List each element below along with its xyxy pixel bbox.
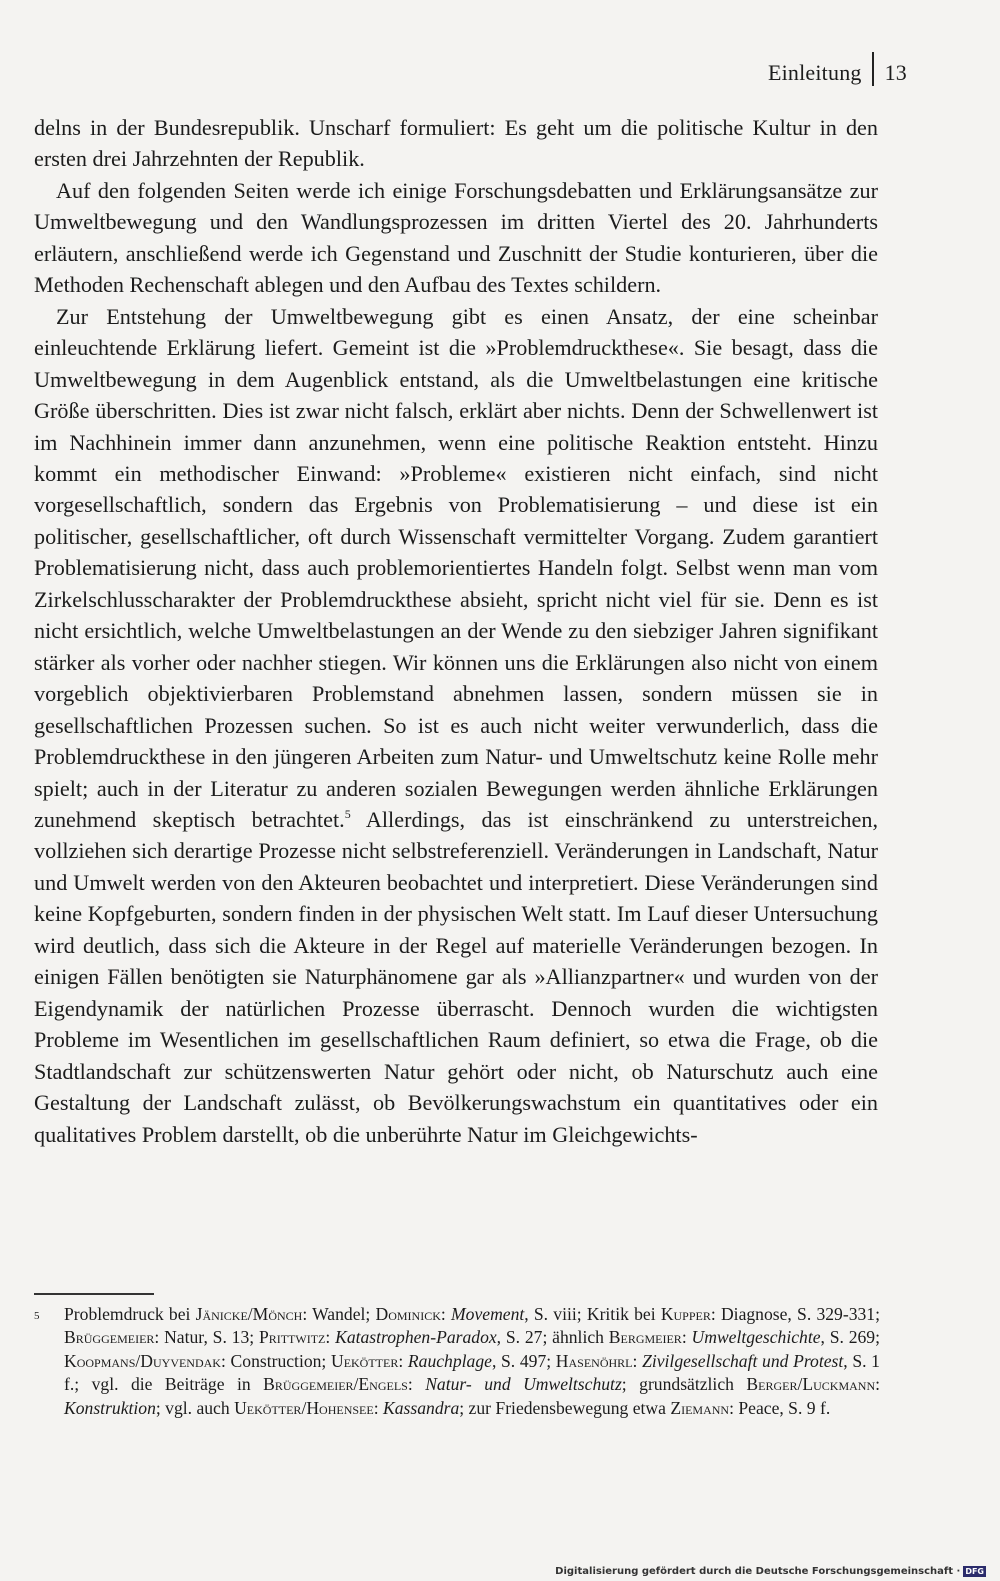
footnote-segment: ; grundsätzlich (621, 1374, 747, 1395)
footnote-segment: Hasenöhrl (555, 1350, 633, 1371)
footnote-segment: : Diagnose, S. 329-331; (710, 1304, 880, 1324)
footnote-segment: Natur- und Umweltschutz (425, 1374, 622, 1395)
footnote-segment: Zivilgesellschaft und Protest (642, 1350, 844, 1371)
main-text (34, 112, 878, 1150)
footnote-segment: Koopmans/Duyvendak (64, 1350, 221, 1371)
footnote-segment: : Wandel; (302, 1304, 376, 1324)
footnote-segment: Bergmeier (608, 1327, 682, 1348)
footnote-segment: : (681, 1327, 692, 1348)
running-header (768, 56, 907, 90)
footnote-segment: : (632, 1350, 643, 1371)
footnote-segment: Uekötter (330, 1350, 399, 1371)
page-number: 13 (884, 60, 907, 85)
footnote-segment: : (440, 1304, 451, 1324)
footnote-segment: , S. 497; (491, 1350, 556, 1371)
footnote-segment: Jänicke/Mönch (195, 1304, 303, 1324)
paragraph-3 (34, 301, 878, 1150)
paragraph-2: Auf den folgenden Seiten werde ich einige Forschungsdebatten und Erklärungsansätze zur Umweltbewegung und den Wandlungsprozessen im dritten Viertel des 20. Jahrhunderts erläutern, anschließend werde ich Gegenstand und Zuschnitt der Studie konturieren, über die Methoden Rechenschaft ablegen und den Aufbau des Textes schildern. (34, 177, 878, 298)
footnote-segment: Brüggemeier (64, 1327, 155, 1348)
footnote-text (64, 1303, 880, 1420)
footnote-segment: ; zur Friedensbewegung etwa (459, 1397, 671, 1418)
footnote-segment: , S. 269; (820, 1327, 880, 1348)
footnote-segment: Kupper (660, 1304, 711, 1324)
section-title: Einleitung (767, 60, 862, 85)
footnote-segment: , S. 27; ähnlich (496, 1327, 609, 1348)
footnote-segment: Prittwitz (258, 1327, 326, 1348)
footnote-segment: : (875, 1374, 881, 1395)
footnote-segment: : (407, 1374, 426, 1395)
footnote-segment: Katastrophen-Paradox (335, 1327, 497, 1348)
footnote-segment: Dominick (375, 1304, 441, 1324)
paragraph-1: delns in der Bundesrepublik. Unscharf formuliert: Es geht um die politische Kultur in den ersten drei Jahrzehnten der Republik. (34, 115, 878, 172)
footnote-segment: : Natur, S. 13; (154, 1327, 259, 1348)
footnote-divider (34, 1293, 154, 1295)
footnote-5 (34, 1303, 880, 1420)
footnote-segment: Kassandra (383, 1397, 460, 1418)
digitization-credit (555, 1566, 986, 1577)
footnote-segment: : Peace, S. 9 f. (729, 1397, 831, 1418)
paragraph-3-continuation: Allerdings, das ist einschränkend zu unterstreichen, vollziehen sich derartige Prozesse nicht selbstreferenziell. Veränderungen in Landschaft, Natur und Umwelt werden von den Akteuren beobachtet und interpretiert. Diese Veränderungen sind keine Kopfgeburten, sondern finden in der physischen Welt statt. Im Lauf dieser Untersuchung wird deutlich, dass sich die Akteure in der Regel auf materielle Veränderungen bezogen. In einigen Fällen benötigten sie Naturphänomene gar als »Allianzpartner« und wurden von der Eigendynamik der natürlichen Prozesse überrascht. Dennoch wurden die wichtigsten Probleme im Wesentlichen im gesellschaftlichen Raum definiert, so etwa die Frage, ob die Stadtlandschaft zur schützenswerten Natur gehört oder nicht, ob Naturschutz auch eine Gestaltung der Landschaft zulässt, ob Bevölkerungswachstum ein quantitatives oder ein qualitatives Problem darstellt, ob die unberührte Natur im Gleichgewichts- (34, 806, 878, 1147)
footnote-segment: : (398, 1350, 408, 1371)
footnote-segment: Berger/Luckmann (746, 1374, 876, 1395)
credit-text: Digitalisierung gefördert durch die Deutsche Forschungsgemeinschaft · (555, 1566, 961, 1577)
header-divider (872, 52, 874, 86)
footnote-segment: Rauchplage (407, 1350, 492, 1371)
footnote-segment: Brüggemeier/Engels (263, 1374, 408, 1395)
footnote-segment: ; vgl. auch (155, 1397, 235, 1418)
footnote-segment: Problemdruck bei (64, 1304, 196, 1324)
footnote-segment: : (325, 1327, 336, 1348)
footnote-marker[interactable]: 5 (344, 806, 351, 821)
footnote-segment: , S. 1 f.; vgl. die Beiträge in (64, 1350, 880, 1395)
footnote-segment: Ziemann (670, 1397, 730, 1418)
footnote-segment: Movement (451, 1304, 525, 1324)
footnote-segment: , S. viii; Kritik bei (524, 1304, 661, 1324)
footnote-number: 5 (34, 1310, 40, 1322)
footnote-segment: Konstruktion (64, 1397, 156, 1418)
footnote-segment: : (373, 1397, 383, 1418)
paragraph-3-text: Zur Entstehung der Umweltbewegung gibt es einen Ansatz, der eine scheinbar einleuchtende Erklärung liefert. Gemeint ist die »Problemdruckthese«. Sie besagt, dass die Umweltbewegung in dem Augenblick entstand, als die Umweltbelastungen eine kritische Größe überschritten. Dies ist zwar nicht falsch, erklärt aber nichts. Denn der Schwellenwert ist im Nachhinein immer dann anzunehmen, wenn eine politische Reaktion entsteht. Hinzu kommt ein methodischer Einwand: »Probleme« existieren nicht einfach, sind nicht vorgesellschaftlich, sondern das Ergebnis von Problematisierung – und diese ist ein politischer, gesellschaftlicher, oft durch Wissenschaft vermittelter Vorgang. Zudem garantiert Problematisierung nicht, dass auch problemorientiertes Handeln folgt. Selbst wenn man vom Zirkelschlusscharakter der Problemdruckthese absieht, spricht nicht viel für sie. Denn es ist nicht ersichtlich, welche Umweltbelastungen an der Wende zu den siebziger Jahren signifikant stärker als vorher oder nachher stiegen. Wir können uns die Erklärungen also nicht von einem vorgeblich objektivierbaren Problemstand abnehmen lassen, sondern müssen sie in gesellschaftlichen Prozessen suchen. So ist es auch nicht weiter verwunderlich, dass die Problemdruckthese in den jüngeren Arbeiten zum Natur- und Umweltschutz keine Rolle mehr spielt; auch in der Literatur zu anderen sozialen Bewegungen werden ähnliche Erklärungen zunehmend skeptisch betrachtet. (34, 303, 878, 832)
footnote-segment: : Construction; (220, 1350, 331, 1371)
footnote-segment: Umweltgeschichte (691, 1327, 821, 1348)
footnote-segment: Uekötter/Hohensee (234, 1397, 374, 1418)
dfg-logo-icon: DFG (965, 1567, 984, 1576)
